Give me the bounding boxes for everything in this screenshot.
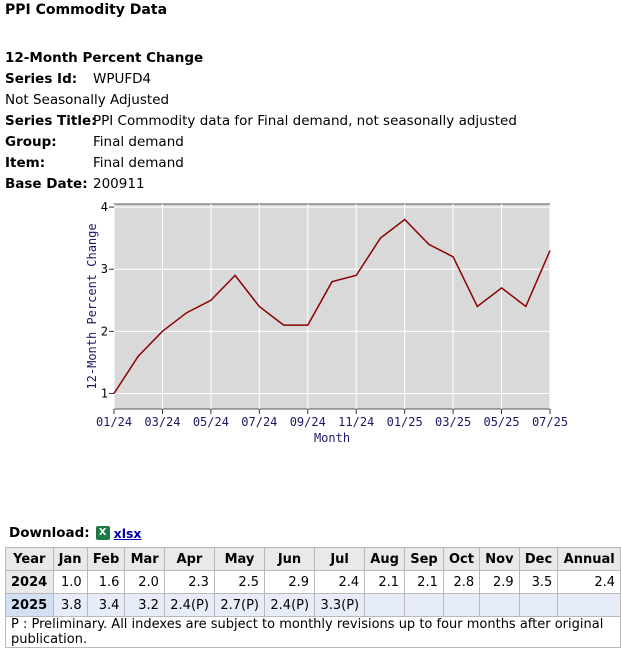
base-date-value: 200911: [93, 176, 145, 192]
value-cell: [443, 594, 479, 617]
item-value: Final demand: [93, 155, 184, 171]
base-date-row: [5, 174, 517, 195]
value-cell: [405, 594, 444, 617]
table-header-row: [6, 548, 621, 571]
value-cell: 3.8: [53, 594, 87, 617]
column-header: Annual: [558, 548, 621, 571]
x-tick-label: 11/24: [338, 415, 375, 429]
value-cell: 2.5: [214, 571, 264, 594]
value-cell: 2.0: [125, 571, 164, 594]
series-metadata: [5, 48, 517, 195]
value-cell: 2.4(P): [164, 594, 214, 617]
group-row: [5, 132, 517, 153]
xlsx-download-link[interactable]: xlsx: [113, 525, 142, 541]
value-cell: 3.2: [125, 594, 164, 617]
table-footnote: P : Preliminary. All indexes are subject to monthly revisions up to four months after original publication.: [6, 617, 621, 648]
x-tick-label: 03/25: [435, 415, 472, 429]
x-tick-label: 05/24: [192, 415, 229, 429]
series-id-label: Series Id:: [5, 71, 78, 87]
series-title-value: PPI Commodity data for Final demand, not seasonally adjusted: [93, 113, 517, 129]
value-cell: 2.9: [265, 571, 315, 594]
x-axis-label: Month: [313, 431, 351, 445]
value-cell: [519, 594, 558, 617]
x-tick-label: 01/24: [95, 415, 133, 429]
x-tick-label: 05/25: [483, 415, 520, 429]
x-tick-label: 01/25: [386, 415, 423, 429]
excel-icon: X: [96, 526, 110, 540]
table-note-row: [6, 617, 621, 648]
table-row: [6, 594, 621, 617]
x-tick-label: 07/25: [531, 415, 569, 429]
value-cell: [480, 594, 520, 617]
group-label: Group:: [5, 134, 57, 150]
page-title: PPI Commodity Data: [5, 2, 168, 18]
item-label: Item:: [5, 155, 46, 171]
column-header: Apr: [164, 548, 214, 571]
y-tick-label: 1: [100, 386, 108, 401]
series-title-row: [5, 111, 517, 132]
base-date-label: Base Date:: [5, 176, 88, 192]
x-tick-label: 07/24: [241, 415, 278, 429]
column-header: Mar: [125, 548, 164, 571]
value-cell: 2.8: [443, 571, 479, 594]
value-cell: 2.4(P): [265, 594, 315, 617]
column-header: Oct: [443, 548, 479, 571]
item-row: [5, 153, 517, 174]
y-tick-label: 2: [100, 324, 108, 339]
value-cell: 2.4: [315, 571, 365, 594]
plot-area: [114, 204, 550, 409]
line-chart: [0, 195, 621, 460]
adjustment-row: Not Seasonally Adjusted: [5, 92, 170, 108]
y-tick-label: 3: [100, 262, 108, 277]
series-id-row: [5, 69, 517, 90]
value-cell: 1.6: [87, 571, 125, 594]
download-label: Download:: [9, 525, 90, 541]
download-bar: [9, 525, 142, 541]
value-cell: 1.0: [53, 571, 87, 594]
data-table: [5, 547, 621, 648]
column-header: Dec: [519, 548, 558, 571]
column-header: Year: [6, 548, 54, 571]
series-id-value: WPUFD4: [93, 71, 152, 87]
series-title-label: Series Title:: [5, 113, 97, 129]
column-header: May: [214, 548, 264, 571]
year-cell: 2025: [6, 594, 54, 617]
x-tick-label: 03/24: [144, 415, 181, 429]
column-header: Jan: [53, 548, 87, 571]
value-cell: 2.1: [405, 571, 444, 594]
section-heading: 12-Month Percent Change: [5, 50, 204, 66]
value-cell: 2.7(P): [214, 594, 264, 617]
column-header: Nov: [480, 548, 520, 571]
column-header: Aug: [365, 548, 405, 571]
year-cell: 2024: [6, 571, 54, 594]
value-cell: 2.9: [480, 571, 520, 594]
column-header: Jun: [265, 548, 315, 571]
table-row: [6, 571, 621, 594]
value-cell: 3.4: [87, 594, 125, 617]
y-axis-label: 12-Month Percent Change: [85, 223, 99, 390]
value-cell: 3.5: [519, 571, 558, 594]
x-tick-label: 09/24: [289, 415, 326, 429]
group-value: Final demand: [93, 134, 184, 150]
column-header: Sep: [405, 548, 444, 571]
value-cell: [365, 594, 405, 617]
column-header: Feb: [87, 548, 125, 571]
y-tick-label: 4: [100, 200, 108, 215]
value-cell: 2.3: [164, 571, 214, 594]
column-header: Jul: [315, 548, 365, 571]
value-cell: 2.1: [365, 571, 405, 594]
value-cell: 2.4: [558, 571, 621, 594]
value-cell: [558, 594, 621, 617]
value-cell: 3.3(P): [315, 594, 365, 617]
